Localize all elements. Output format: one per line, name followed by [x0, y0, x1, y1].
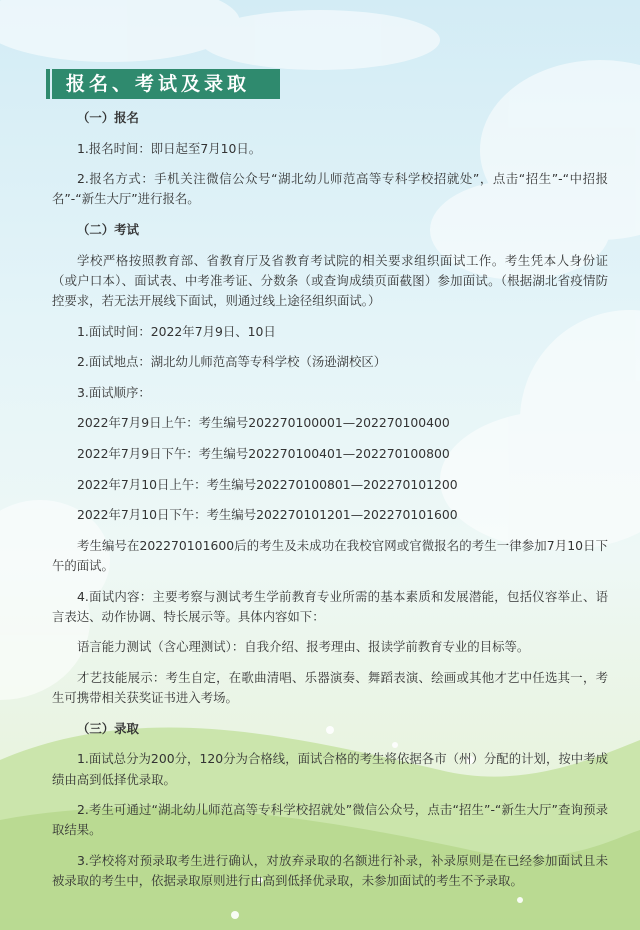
- admission-score: 1.面试总分为200分，120分为合格线，面试合格的考生将依据各市（州）分配的计划，按中考成绩由高到低择优录取。: [52, 751, 608, 787]
- registration-method: 2.报名方式：手机关注微信公众号“湖北幼儿师范高等专科学校招就处”，点击“招生”-“中招报名”-“新生大厅”进行报名。: [52, 171, 608, 207]
- exam-talent-show: 才艺技能展示：考生自定，在歌曲清唱、乐器演奏、舞蹈表演、绘画或其他才艺中任选其一，考生可携带相关获奖证书进入考场。: [52, 669, 608, 706]
- exam-slot-1: 2022年7月9日上午：考生编号202270100001—202270100400: [77, 415, 450, 431]
- heading-admission: （三）录取: [77, 720, 139, 736]
- exam-language-test: 语言能力测试（含心理测试）：自我介绍、报考理由、报读学前教育专业的目标等。: [77, 639, 530, 655]
- admission-query: 2.考生可通过“湖北幼儿师范高等专科学校招就处”微信公众号，点击“招生”-“新生大厅”查询预录取结果。: [52, 802, 608, 838]
- exam-order: 3.面试顺序：: [77, 384, 151, 400]
- section-title: 报名、考试及录取: [52, 69, 280, 99]
- heading-registration: （一）报名: [77, 110, 139, 125]
- exam-slot-2: 2022年7月9日下午：考生编号202270100401—202270100800: [77, 445, 450, 461]
- exam-intro: 学校严格按照教育部、省教育厅及省教育考试院的相关要求组织面试工作。考生凭本人身份证（或户口本）、面试表、中考准考证、分数条（或查询成绩页面截图）参加面试。（根据湖北省疫情防控要求，若无法开展线下面试，则通过线上途径组织面试。）: [52, 252, 608, 308]
- registration-time: 1.报名时间：即日起至7月10日。: [77, 140, 262, 156]
- exam-time: 1.面试时间：2022年7月9日、10日: [77, 323, 276, 339]
- exam-note: 考生编号在202270101600后的考生及未成功在我校官网或官微报名的考生一律参加7月10日下午的面试。: [52, 537, 608, 573]
- exam-content: 4.面试内容：主要考察与测试考生学前教育专业所需的基本素质和发展潜能，包括仪容举止、语言表达、动作协调、特长展示等。具体内容如下：: [52, 588, 608, 624]
- admission-supplement: 3.学校将对预录取考生进行确认，对放弃录取的名额进行补录，补录原则是在已经参加面试且未被录取的考生中，依据录取原则进行由高到低择优录取，未参加面试的考生不予录取。: [52, 852, 608, 889]
- exam-slot-4: 2022年7月10日下午：考生编号202270101201—202270101600: [77, 507, 458, 523]
- exam-place: 2.面试地点：湖北幼儿师范高等专科学校（汤逊湖校区）: [77, 354, 387, 370]
- article-body: [52, 108, 608, 902]
- heading-exam: （二）考试: [77, 221, 139, 237]
- exam-slot-3: 2022年7月10日上午：考生编号202270100801—202270101200: [77, 476, 458, 492]
